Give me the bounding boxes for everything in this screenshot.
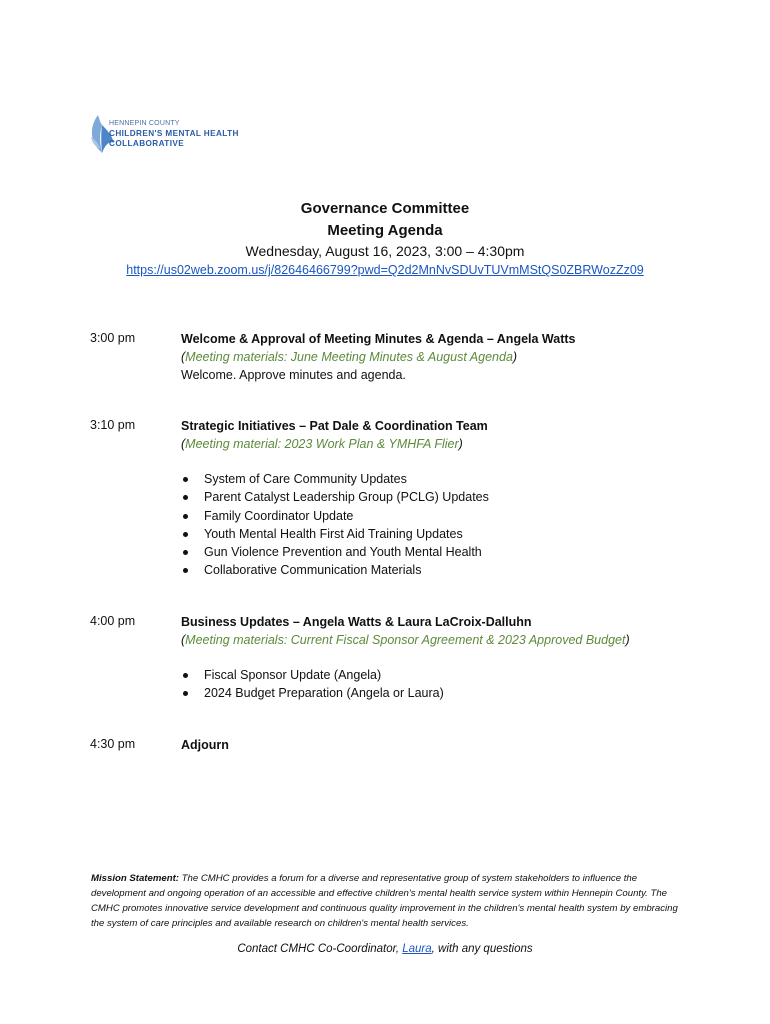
mission-statement (91, 871, 681, 931)
agenda-materials: (Meeting materials: June Meeting Minutes & August Agenda) (181, 350, 518, 364)
agenda-time: 4:30 pm (90, 737, 136, 751)
bullet-item: Collaborative Communication Materials (181, 561, 681, 579)
bullet-item: Gun Violence Prevention and Youth Mental Health (181, 543, 681, 561)
agenda-content (181, 331, 681, 384)
agenda-time: 3:00 pm (90, 331, 136, 345)
agenda-title: Welcome & Approval of Meeting Minutes & Agenda – Angela Watts (181, 332, 576, 346)
agenda-content (181, 614, 681, 703)
agenda-content (181, 418, 681, 580)
agenda-time: 3:10 pm (90, 418, 136, 432)
bullet-item: 2024 Budget Preparation (Angela or Laura) (181, 684, 681, 702)
committee-title: Governance Committee (300, 200, 470, 217)
agenda-materials: (Meeting material: 2023 Work Plan & YMHFA Flier) (181, 437, 463, 451)
agenda-title: Strategic Initiatives – Pat Dale & Coordination Team (181, 419, 488, 433)
mission-label: Mission Statement: (91, 873, 179, 884)
agenda-materials-text: Meeting materials: June Meeting Minutes & August Agenda (185, 350, 513, 364)
cmhc-logo (88, 113, 258, 157)
logo-county-text: HENNEPIN COUNTY (109, 120, 180, 127)
document-title: Meeting Agenda (327, 222, 443, 239)
agenda-bullet-list (181, 470, 681, 580)
agenda-content (181, 737, 681, 754)
agenda-title: Adjourn (181, 738, 229, 752)
logo-name-line2: COLLABORATIVE (109, 139, 185, 148)
agenda-bullet-list (181, 666, 681, 703)
contact-suffix: , with any questions (431, 943, 533, 955)
contact-link[interactable]: Laura (402, 943, 432, 955)
bullet-item: Family Coordinator Update (181, 507, 681, 525)
agenda-materials-text: Meeting materials: Current Fiscal Sponsor Agreement & 2023 Approved Budget (185, 633, 626, 647)
agenda-materials: (Meeting materials: Current Fiscal Sponsor Agreement & 2023 Approved Budget) (181, 633, 630, 647)
bullet-item: System of Care Community Updates (181, 470, 681, 488)
bullet-item: Parent Catalyst Leadership Group (PCLG) Updates (181, 488, 681, 506)
contact-prefix: Contact CMHC Co-Coordinator, (237, 943, 400, 955)
agenda-title: Business Updates – Angela Watts & Laura LaCroix-Dalluhn (181, 615, 532, 629)
zoom-link[interactable]: https://us02web.zoom.us/j/82646466799?pwd=Q2d2MnNvSDUvTUVmMStQS0ZBRWozZz09 (126, 263, 644, 277)
agenda-time: 4:00 pm (90, 614, 136, 628)
agenda-description: Welcome. Approve minutes and agenda. (181, 368, 406, 382)
bullet-item: Fiscal Sponsor Update (Angela) (181, 666, 681, 684)
logo-name-line1: CHILDREN'S MENTAL HEALTH (109, 129, 239, 138)
bullet-item: Youth Mental Health First Aid Training Updates (181, 525, 681, 543)
agenda-materials-text: Meeting material: 2023 Work Plan & YMHFA Flier (185, 437, 459, 451)
mission-text: The CMHC provides a forum for a diverse and representative group of system stakeholders to influence the development and ongoing operation of an accessible and effective children's mental health service system within Hennepin County. The CMHC promotes innovative service development and continuous quality improvement in the children's mental health system by embracing the system of care principles and available research on children's mental health services. (91, 873, 678, 929)
contact-line (0, 943, 770, 955)
meeting-date-time: Wednesday, August 16, 2023, 3:00 – 4:30pm (245, 243, 525, 259)
